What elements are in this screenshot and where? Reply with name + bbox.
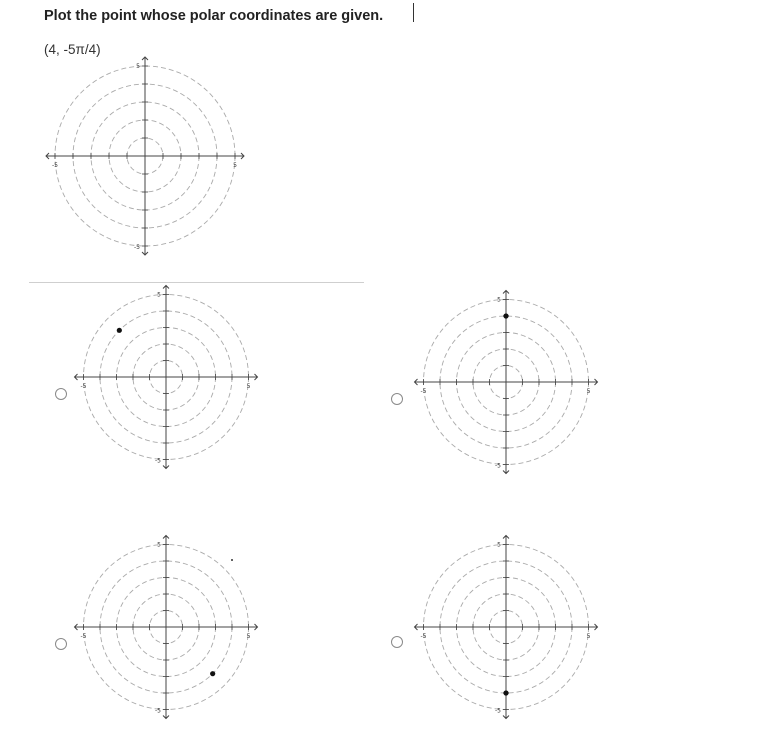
x-min-label: -5 bbox=[80, 383, 87, 390]
reference-polar-graph bbox=[40, 58, 250, 258]
polar-coordinates: (4, -5π/4) bbox=[44, 42, 101, 57]
option-c-polar-graph bbox=[58, 532, 268, 722]
x-min-label: -5 bbox=[80, 633, 87, 640]
plotted-point bbox=[117, 328, 122, 333]
x-max-label: 5 bbox=[586, 633, 591, 640]
x-max-label: 5 bbox=[246, 383, 251, 390]
x-min-label: -5 bbox=[52, 162, 58, 169]
x-max-label: 5 bbox=[246, 633, 251, 640]
y-min-label: -5 bbox=[155, 457, 161, 465]
stray-mark bbox=[230, 558, 234, 562]
y-max-label: 5 bbox=[136, 63, 140, 70]
y-min-label: -5 bbox=[495, 707, 501, 715]
y-min-label: -5 bbox=[155, 707, 161, 715]
plotted-point bbox=[503, 690, 508, 695]
y-max-label: 5 bbox=[497, 541, 501, 549]
x-max-label: 5 bbox=[233, 162, 237, 169]
x-min-label: -5 bbox=[420, 633, 427, 640]
option-b-polar-graph bbox=[398, 292, 608, 477]
y-max-label: 5 bbox=[157, 291, 161, 299]
option-a-polar-graph bbox=[58, 283, 268, 473]
y-max-label: 5 bbox=[157, 541, 161, 549]
plotted-point bbox=[503, 313, 508, 318]
plotted-point bbox=[210, 671, 215, 676]
question-title: Plot the point whose polar coordinates are given. bbox=[44, 8, 384, 24]
option-d-polar-graph bbox=[398, 532, 608, 717]
y-min-label: -5 bbox=[495, 462, 501, 470]
y-min-label: -5 bbox=[134, 244, 140, 251]
x-max-label: 5 bbox=[586, 388, 591, 395]
x-min-label: -5 bbox=[420, 388, 427, 395]
y-max-label: 5 bbox=[497, 296, 501, 304]
text-cursor bbox=[413, 3, 414, 22]
